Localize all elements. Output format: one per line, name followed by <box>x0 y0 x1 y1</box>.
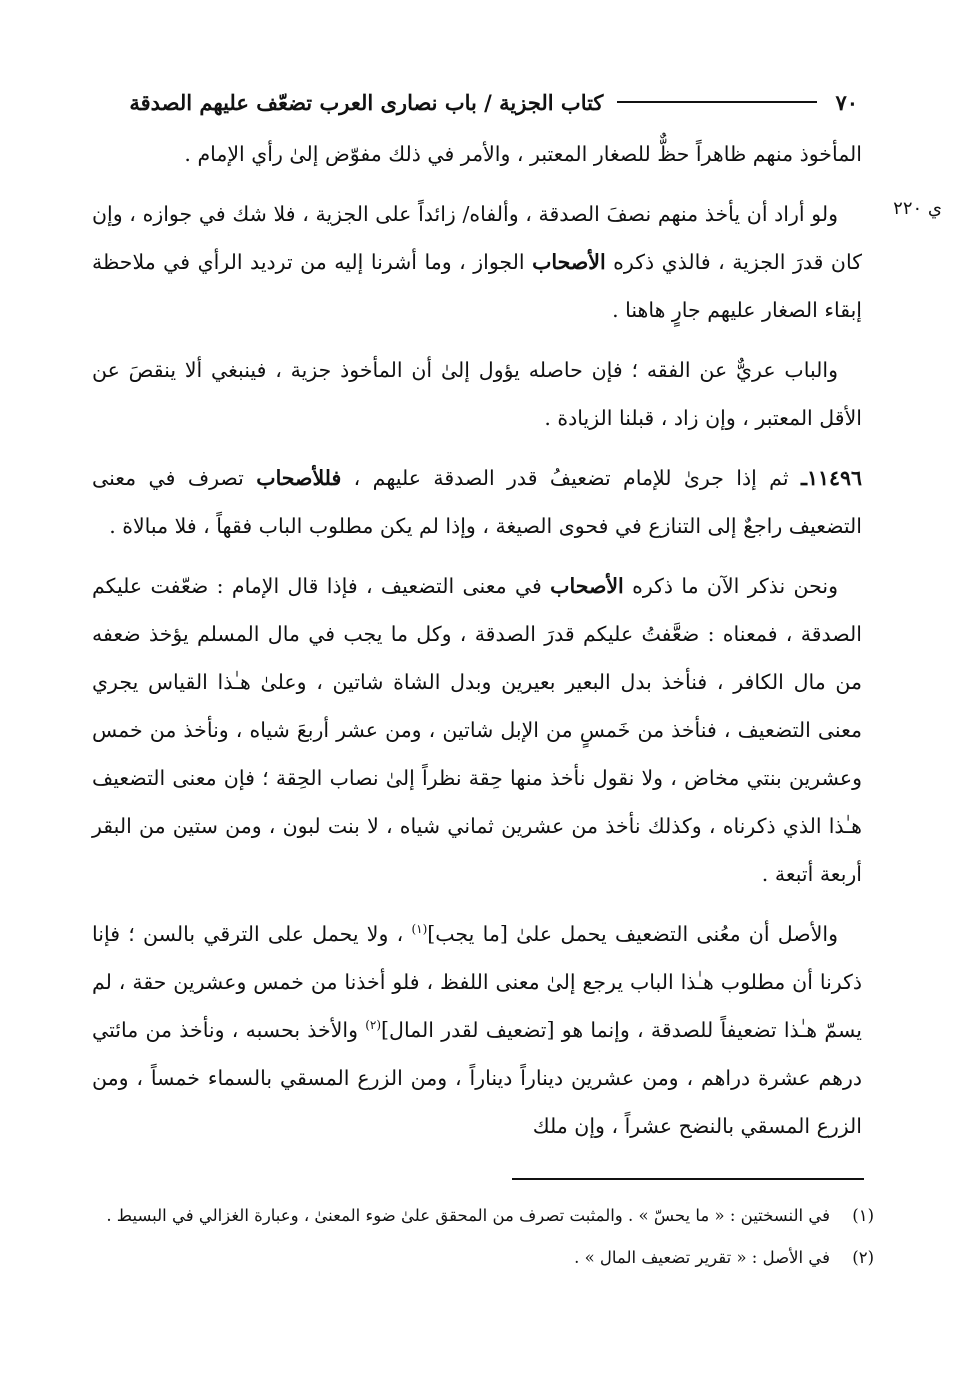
margin-reference: ي ٢٢٠ <box>893 198 942 219</box>
footnote-2 <box>92 1242 874 1274</box>
footnote-1 <box>92 1200 874 1232</box>
paragraph-6 <box>92 910 862 1150</box>
paragraph-5-bold: الأصحاب <box>550 574 624 598</box>
footnote-number: (٢) <box>852 1248 874 1267</box>
issue-number: ١١٤٩٦ـ <box>800 466 863 490</box>
paragraph-6-text-a: والأصل أن معُنى التضعيف يحمل علىٰ [ما يجب] <box>427 922 838 946</box>
paragraph-5-text-b: في معنى التضعيف ، فإذا قال الإمام : ضعّفت عليكم الصدقة ، فمعناه : ضعَّفتُ عليكم قدرَ الصدقة ، وكل ما يجب في مال المسلم يؤخذ ضعفه من مال الكافر ، فنأخذ بدل البعير بعيرين وبدل الشاة شاتين ، وعلىٰ هـٰذا القياس يجري معنى التضعيف ، فنأخذ من خَمسٍ من الإبل شاتين ، ومن عشر أربعَ شياه ، ونأخذ من خمس وعشرين بنتي مخاض ، ولا نقول نأخذ منها حِقة نظراً إلىٰ نصاب الحِقة ؛ فإن معنى التضعيف هـٰذا الذي ذكرناه ، وكذلك نأخذ من عشرين ثماني شياه ، لا بنت لبون ، ومن ستين من البقر أربعة أتبعة . <box>92 574 863 886</box>
footnote-text: في النسختين : « ما يحسّ » . والمثبت تصرف من المحقق علىٰ ضوء المعنىٰ ، وعبارة الغزالي في البسيط . <box>106 1206 830 1225</box>
footnote-number: (١) <box>852 1206 874 1225</box>
paragraph-4-bold: فللأصحاب <box>256 466 342 490</box>
paragraph-2-text-a: ولو أراد أن يأخذ منهم نصفَ الصدقة ، وألفاه/ زائداً على الجزية ، فلا شك في جوازه ، وإن كان قدرَ الجزية ، فالذي ذكره <box>92 202 862 274</box>
header-title: كتاب الجزية / باب نصارى العرب تضعّف عليهم الصدقة <box>129 89 604 115</box>
footnote-ref-2[interactable]: (٢) <box>365 1018 382 1033</box>
paragraph-4-text-b: تصرف في معنى التضعيف راجعٌ إلى التنازع في فحوى الصيغة ، وإذا لم يكن مطلوب الباب فقهاً ، فلا مبالاة . <box>92 466 862 538</box>
paragraph-4-text-a: ثم إذا جرىٰ للإمام تضعيفُ قدر الصدقة عليهم ، <box>341 466 801 490</box>
paragraph-1: المأخوذ منهم ظاهراً حظٌّ للصغار المعتبر ، والأمر في ذلك مفوّض إلىٰ رأي الإمام . <box>184 142 862 166</box>
paragraph-6-text-b: ، ولا يحمل على الترقي بالسن ؛ فإنا ذكرنا أن مطلوب هـٰذا الباب يرجع إلىٰ معنى اللفظ ، فلو أخذنا من خمس وعشرين حقة ، لم يسمّ هـٰذا تضعيفاً للصدقة ، وإنما هو [تضعيف لقدر المال] <box>92 922 862 1042</box>
footnotes <box>92 1200 874 1284</box>
paragraph-5-text-a: ونحن نذكر الآن ما ذكره <box>623 574 839 598</box>
paragraph-2 <box>92 190 862 334</box>
paragraph-5 <box>92 562 862 898</box>
running-header <box>92 82 858 122</box>
paragraph-3: والباب عريٌّ عن الفقه ؛ فإن حاصله يؤول إلىٰ أن المأخوذ جزية ، فينبغي ألا ينقصَ عن الأقل المعتبر ، وإن زاد ، قبلنا الزيادة . <box>92 358 862 430</box>
footnote-ref-1[interactable]: (١) <box>411 922 428 937</box>
header-rule <box>617 101 817 103</box>
footnote-separator <box>512 1178 864 1180</box>
paragraph-4 <box>92 454 862 550</box>
page-number: ٧٠ <box>835 89 858 115</box>
paragraph-6-text-c: والأخذ بحسبه ، ونأخذ من مائتي درهم عشرة دراهم ، ومن عشرين ديناراً ديناراً ، ومن الزرع المسقي بالسماء خمساً ، ومن الزرع المسقي بالنضح عشراً ، وإن ملك <box>92 1018 862 1138</box>
main-text <box>92 130 862 1162</box>
paragraph-2-bold: الأصحاب <box>532 250 606 274</box>
footnote-text: في الأصل : « تقرير تضعيف المال » . <box>574 1248 830 1267</box>
paragraph-2-text-b: الجواز ، وما أشرنا إليه من ترديد الرأي في ملاحظة إبقاء الصغار عليهم جارٍ هاهنا . <box>92 250 862 322</box>
